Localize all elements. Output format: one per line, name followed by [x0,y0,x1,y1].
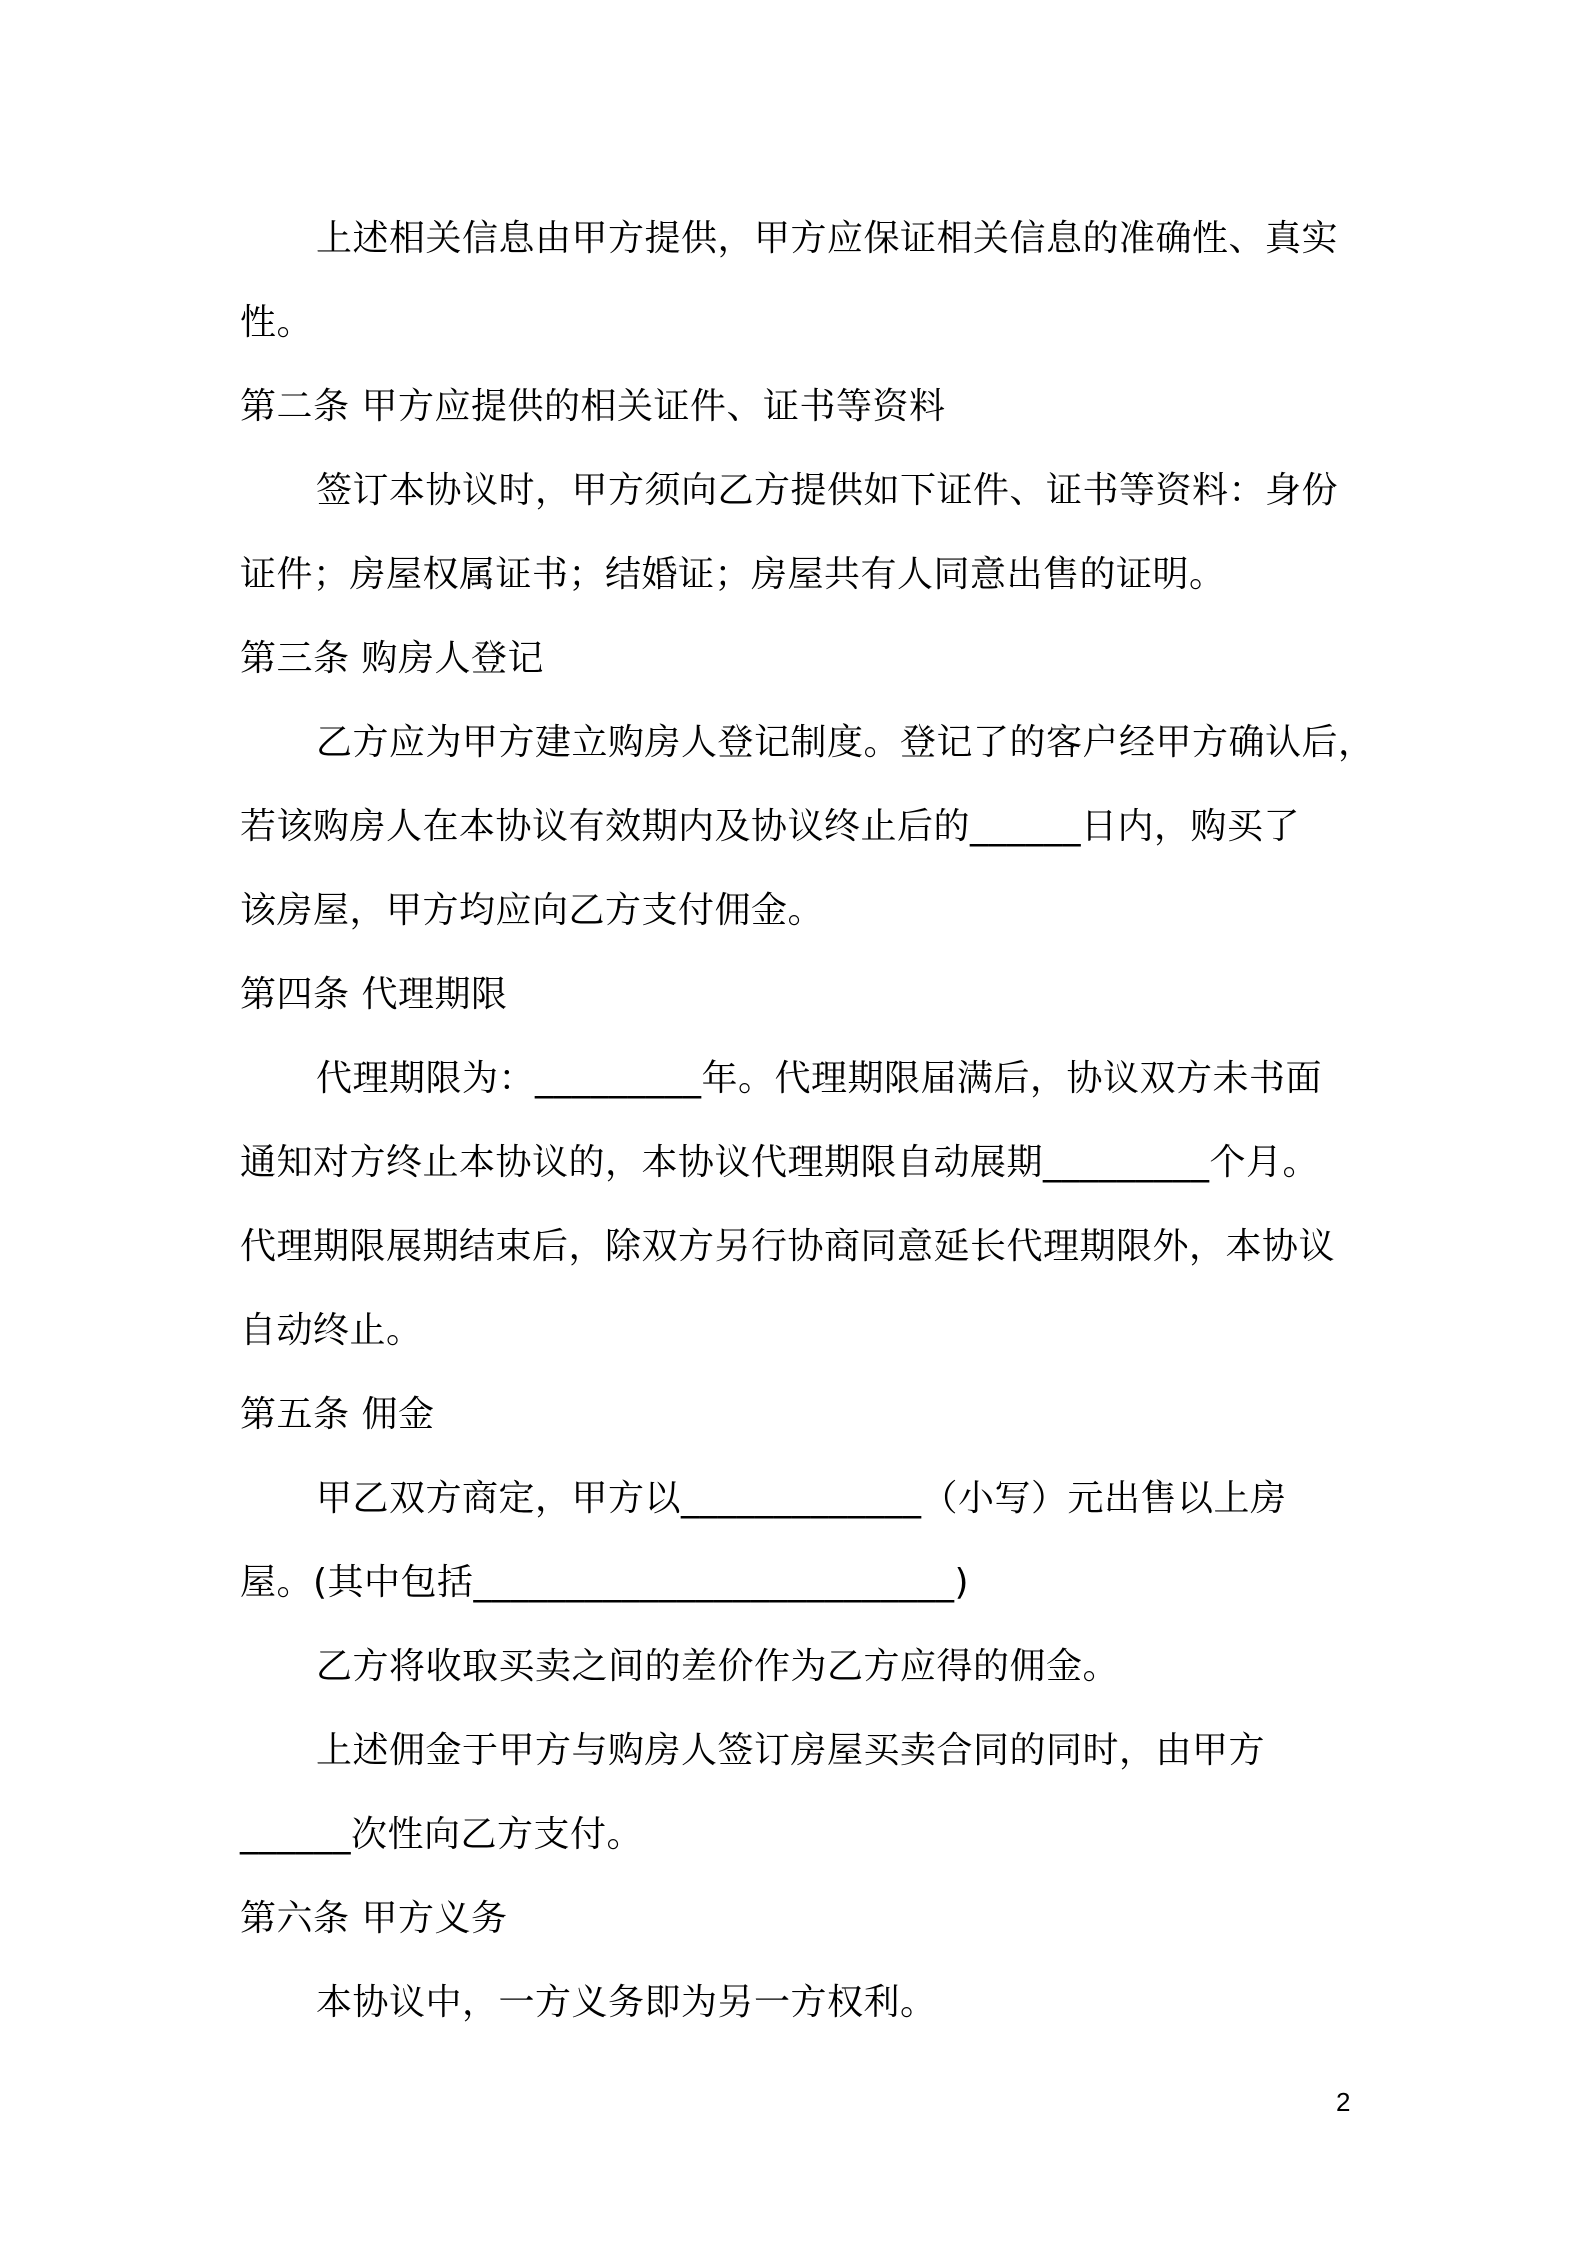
paragraph-line: 代理期限为：_________年。代理期限届满后，协议双方未书面 [316,1058,1323,1099]
paragraph-line: 甲乙双方商定，甲方以_____________（小写）元出售以上房 [316,1478,1287,1519]
paragraph-line: 性。 [240,302,314,343]
paragraph-line: 代理期限展期结束后，除双方另行协商同意延长代理期限外，本协议 [240,1226,1336,1267]
article-heading-5: 第五条 佣金 [240,1394,435,1435]
paragraph-line: 上述相关信息由甲方提供，甲方应保证相关信息的准确性、真实 [316,218,1339,259]
paragraph-line: 若该购房人在本协议有效期内及协议终止后的______日内，购买了 [240,806,1301,847]
article-heading-2: 第二条 甲方应提供的相关证件、证书等资料 [240,386,946,427]
paragraph-line: 通知对方终止本协议的，本协议代理期限自动展期_________个月。 [240,1142,1320,1183]
paragraph-line: 自动终止。 [240,1310,423,1351]
document-body [240,197,1375,2045]
paragraph-line: 上述佣金于甲方与购房人签订房屋买卖合同的同时，由甲方 [316,1730,1266,1771]
paragraph-line: ______次性向乙方支付。 [240,1814,644,1855]
page-number: 2 [1336,2087,1351,2117]
paragraph-line: 乙方将收取买卖之间的差价作为乙方应得的佣金。 [316,1646,1120,1687]
article-heading-3: 第三条 购房人登记 [240,638,544,679]
paragraph-line: 本协议中，一方义务即为另一方权利。 [316,1982,937,2023]
paragraph-line: 乙方应为甲方建立购房人登记制度。登记了的客户经甲方确认后， [316,722,1375,763]
article-heading-4: 第四条 代理期限 [240,974,508,1015]
article-heading-6: 第六条 甲方义务 [240,1898,508,1939]
paragraph-line: 证件；房屋权属证书；结婚证；房屋共有人同意出售的证明。 [240,554,1226,595]
paragraph-line: 屋。(其中包括__________________________) [240,1562,970,1603]
paragraph-line: 该房屋，甲方均应向乙方支付佣金。 [240,890,825,931]
paragraph-line: 签订本协议时，甲方须向乙方提供如下证件、证书等资料：身份 [316,470,1339,511]
